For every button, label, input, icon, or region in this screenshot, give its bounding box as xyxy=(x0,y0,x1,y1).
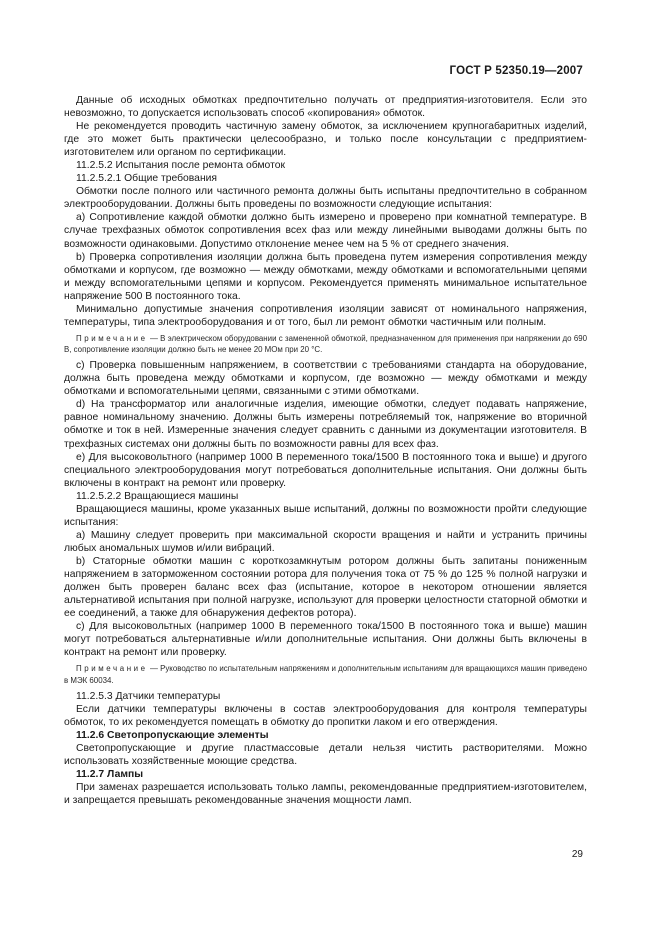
list-item: b) Проверка сопротивления изоляции должна быть проведена путем измерения сопротивления между обмотками и корпусом, где возможно — между обмотками, между обмотками и вспомогательными цепями и между вспомогательными цепями и корпусом. Рекомендуется применять минимальное испытательное напряжение 500 В постоянного тока. xyxy=(64,251,587,302)
paragraph: Светопропускающие и другие пластмассовые детали нельзя чистить растворителями. Можно использовать хозяйственные моющие средства. xyxy=(64,742,587,767)
subsection-heading: 11.2.5.2.1 Общие требования xyxy=(76,173,218,185)
paragraph: При заменах разрешается использовать только лампы, рекомендованные предприятием-изготовителем, и запрещается превышать рекомендованные значения мощности ламп. xyxy=(64,782,587,807)
paragraph: Не рекомендуется проводить частичную замену обмоток, за исключением крупногабаритных изделий, где это может быть практически целесообразно, и только после консультации с предприятием-изготовителем или органом по сертификации. xyxy=(64,121,587,159)
section-heading-1126: 11.2.6 Светопропускающие элементы xyxy=(76,729,269,741)
page-body xyxy=(64,94,587,807)
paragraph: Минимально допустимые значения сопротивления изоляции зависят от номинального напряжения, температуры, типа электрооборудования и от того, был ли ремонт обмотки частичным или полным. xyxy=(64,303,587,328)
list-item: a) Машину следует проверить при максимальной скорости вращения и найти и устранить причины любых аномальных шумов и/или вибраций. xyxy=(64,529,587,554)
document-header: ГОСТ Р 52350.19—2007 xyxy=(449,65,583,77)
note xyxy=(64,333,587,355)
page-number: 29 xyxy=(571,849,583,860)
list-item: d) На трансформатор или аналогичные изделия, имеющие обмотки, следует подавать напряжение, равное номинальному значению. Должны быть измерены потребляемый ток, напряжение во вторичной обмотке и ток в ней. Измеренные значения следует сравнить с данными из документации изготовителя. В трехфазных системах они должны быть по возможности равны для всех фаз. xyxy=(64,399,587,450)
paragraph: Вращающиеся машины, кроме указанных выше испытаний, должны по возможности пройти следующие испытания: xyxy=(64,503,587,528)
subsection-heading: 11.2.5.3 Датчики температуры xyxy=(76,690,221,702)
note-text: — В электрическом оборудовании с замененной обмоткой, предназначенном для применения при напряжении до 690 В, сопротивление изоляции должно быть не менее 20 МОм при 20 °С. xyxy=(64,333,587,355)
subsection-heading: 11.2.5.2 Испытания после ремонта обмоток xyxy=(76,160,285,172)
note xyxy=(64,663,587,685)
list-item: c) Для высоковольтных (например 1000 В переменного тока/1500 В постоянного тока и выше) машин могут потребоваться альтернативные и/или дополнительные испытания. Они должны быть включены в контракт на ремонт или проверку. xyxy=(64,621,587,659)
section-heading-1127: 11.2.7 Лампы xyxy=(76,769,144,781)
list-item: c) Проверка повышенным напряжением, в соответствии с требованиями стандарта на оборудование, должна быть проведена между обмотками и корпусом, где возможно — между обмотками и между обмотками и вспомогательными цепями, связанными с этими обмотками. xyxy=(64,360,587,398)
list-item: b) Статорные обмотки машин с короткозамкнутым ротором должны быть запитаны пониженным напряжением в заторможенном состоянии ротора для получения тока от 75 % до 125 % полной нагрузки и должен быть проверен баланс всех фаз (испытание, которое в некотором отношении является альтернативой испытания при полной нагрузке, используют для проверки целостности статорной обмотки и ее соединений, а также для обнаружения дефектов ротора). xyxy=(64,555,587,620)
note-text: — Руководство по испытательным напряжениям и дополнительным испытаниям для вращающихся машин приведено в МЭК 60034. xyxy=(64,664,587,685)
subsection-heading: 11.2.5.2.2 Вращающиеся машины xyxy=(76,490,239,502)
note-label: Примечание xyxy=(76,333,148,343)
paragraph: Если датчики температуры включены в состав электрооборудования для контроля температуры обмоток, то их рекомендуется помещать в обмотку до пропитки лаком и его отверждения. xyxy=(64,703,587,728)
note-label: Примечание xyxy=(76,664,148,674)
paragraph: Обмотки после полного или частичного ремонта должны быть испытаны предпочтительно в собранном электрооборудовании. Должны быть проведены по возможности следующие испытания: xyxy=(64,186,587,211)
list-item: a) Сопротивление каждой обмотки должно быть измерено и проверено при комнатной температуре. В случае трехфазных обмоток сопротивления всех фаз или между линейными выводами должны быть по возможности одинаковыми. Допустимо отклонение менее чем на 5 % от среднего значения. xyxy=(64,212,587,250)
list-item: e) Для высоковольтного (например 1000 В переменного тока/1500 В постоянного тока и выше) и другого специального электрооборудования могут потребоваться дополнительные испытания. Они должны быть включены в контракт на ремонт или проверку. xyxy=(64,451,587,489)
paragraph: Данные об исходных обмотках предпочтительно получать от предприятия-изготовителя. Если это невозможно, то допускается использовать способ «копирования» обмоток. xyxy=(64,95,587,120)
